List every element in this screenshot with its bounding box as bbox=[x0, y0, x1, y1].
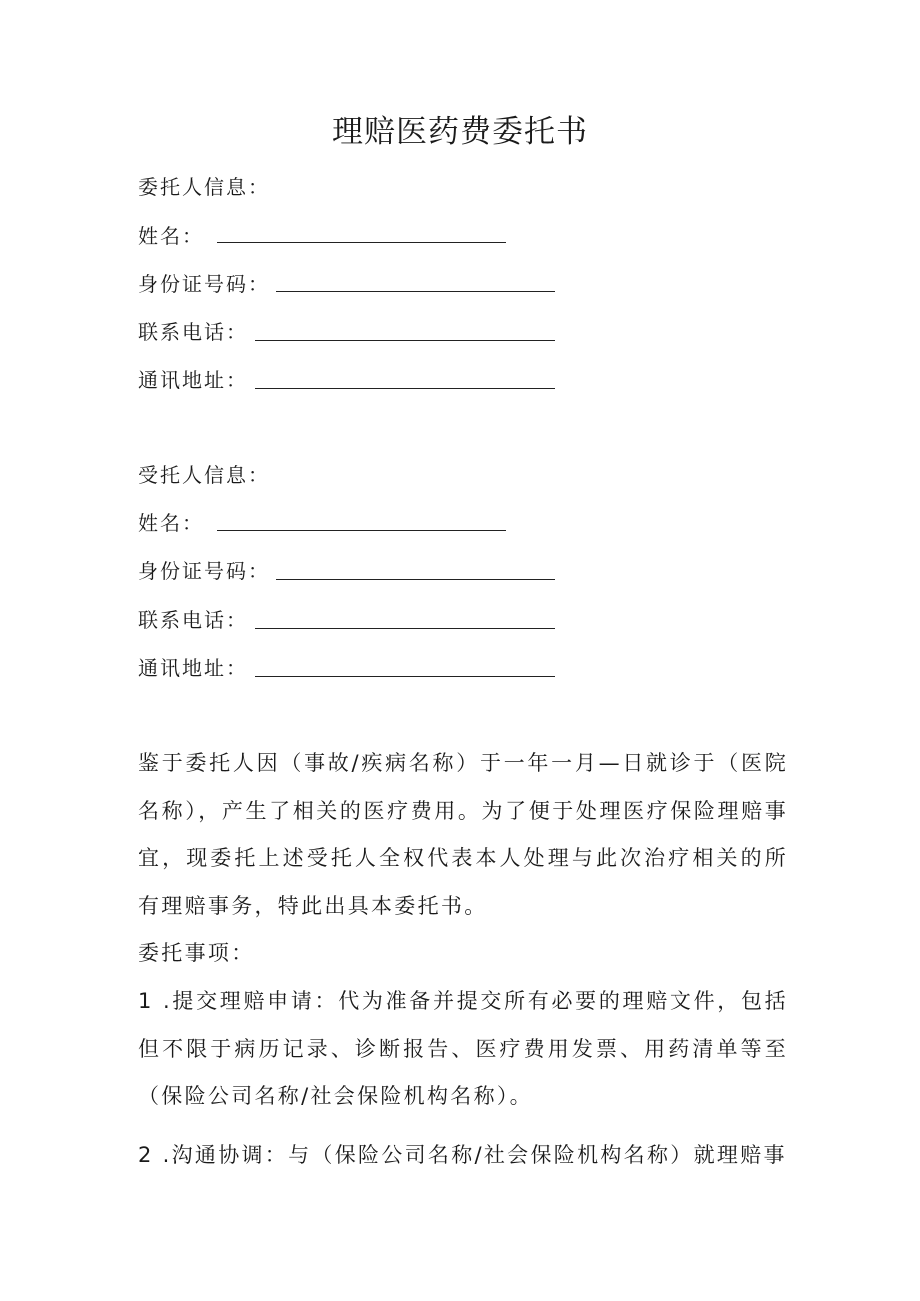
agent-id-field[interactable] bbox=[276, 579, 555, 580]
principal-address-field[interactable] bbox=[255, 388, 555, 389]
matter-item-2: 2 .沟通协调：与（保险公司名称/社会保险机构名称）就理赔事 bbox=[138, 1143, 787, 1167]
principal-address-label: 通讯地址： bbox=[138, 368, 248, 392]
intro-paragraph: 鉴于委托人因（事故/疾病名称）于一年一月—日就诊于（医院名称），产生了相关的医疗费用。为了便于处理医疗保险理赔事宜，现委托上述受托人全权代表本人处理与此次治疗相关的所有理赔事务，特此出具本委托书。 bbox=[138, 751, 788, 918]
agent-address-field[interactable] bbox=[255, 676, 555, 677]
principal-id-label: 身份证号码： bbox=[138, 272, 270, 296]
matters-heading: 委托事项： bbox=[138, 941, 255, 965]
agent-phone-field[interactable] bbox=[255, 628, 555, 629]
agent-id-label: 身份证号码： bbox=[138, 559, 270, 583]
principal-id-field[interactable] bbox=[276, 291, 555, 292]
agent-info-heading: 受托人信息： bbox=[138, 463, 270, 487]
matter-item-1: 1 .提交理赔申请：代为准备并提交所有必要的理赔文件，包括但不限于病历记录、诊断报告、医疗费用发票、用药清单等至（保险公司名称/社会保险机构名称）。 bbox=[138, 989, 788, 1108]
agent-phone-label: 联系电话： bbox=[138, 608, 248, 632]
agent-name-label: 姓名： bbox=[138, 511, 204, 535]
principal-phone-label: 联系电话： bbox=[138, 320, 248, 344]
principal-name-field[interactable] bbox=[217, 242, 506, 243]
principal-name-label: 姓名： bbox=[138, 224, 204, 248]
agent-address-label: 通讯地址： bbox=[138, 656, 248, 680]
principal-phone-field[interactable] bbox=[255, 340, 555, 341]
document-title: 理赔医药费委托书 bbox=[332, 114, 588, 150]
agent-name-field[interactable] bbox=[217, 530, 506, 531]
principal-info-heading: 委托人信息： bbox=[138, 175, 270, 199]
